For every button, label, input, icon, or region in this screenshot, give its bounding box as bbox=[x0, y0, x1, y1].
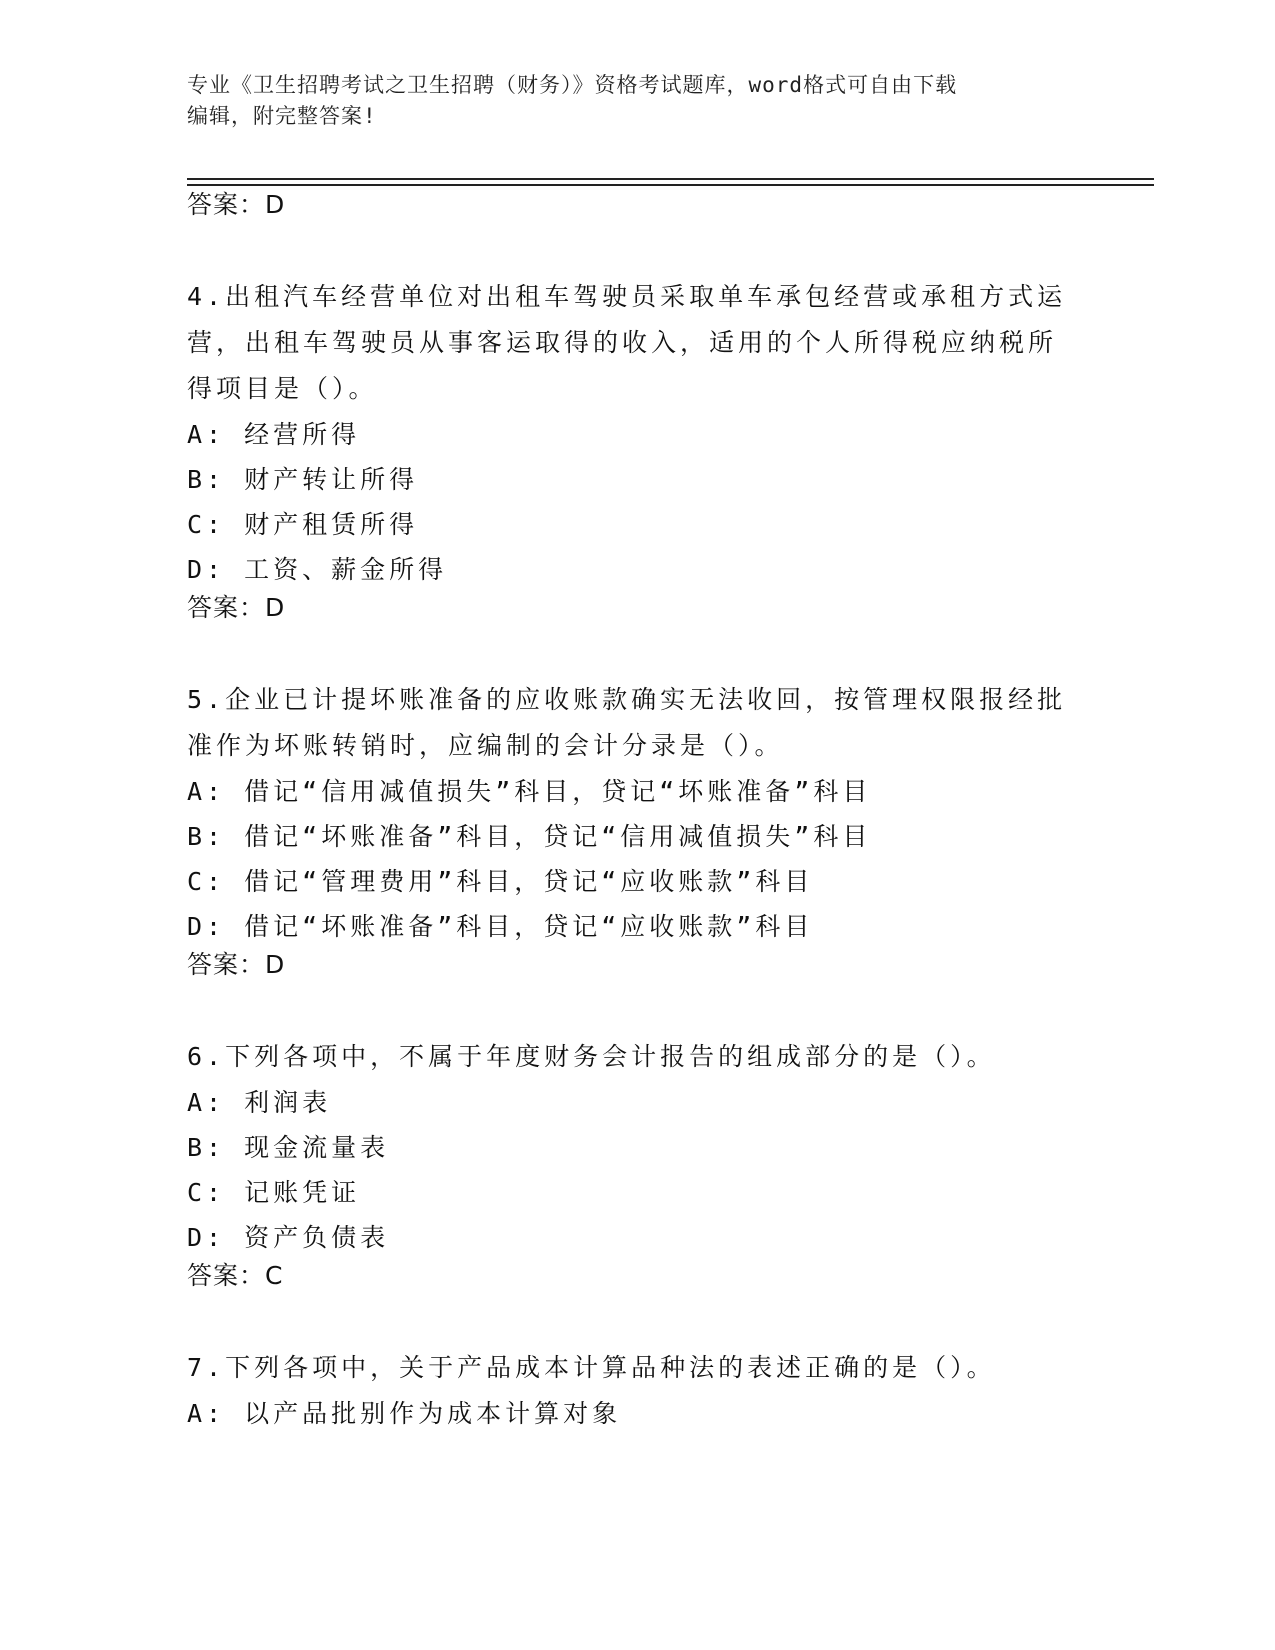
option-a: A: 经营所得 bbox=[187, 420, 361, 449]
answer-text: 答案：C bbox=[187, 1261, 284, 1290]
option-a: A: 以产品批别作为成本计算对象 bbox=[187, 1399, 622, 1428]
question-text: 5.企业已计提坏账准备的应收账款确实无法收回，按管理权限报经批准作为坏账转销时，应编制的会计分录是（）。 bbox=[187, 685, 1067, 760]
answer-text: 答案：D bbox=[187, 950, 286, 979]
option-c: C: 记账凭证 bbox=[187, 1178, 361, 1207]
option-b: B: 财产转让所得 bbox=[187, 465, 419, 494]
header-rule-top bbox=[187, 178, 1154, 180]
option-d: D: 借记“坏账准备”科目，贷记“应收账款”科目 bbox=[187, 912, 814, 941]
question-item bbox=[187, 1345, 1067, 1436]
document-body bbox=[187, 190, 1067, 1436]
answer-text: 答案：D bbox=[187, 190, 286, 219]
option-d: D: 工资、薪金所得 bbox=[187, 555, 448, 584]
document-header bbox=[187, 70, 1097, 132]
question-text: 4.出租汽车经营单位对出租车驾驶员采取单车承包经营或承租方式运营，出租车驾驶员从事客运取得的收入，适用的个人所得税应纳税所得项目是（）。 bbox=[187, 282, 1067, 403]
option-c: C: 借记“管理费用”科目，贷记“应收账款”科目 bbox=[187, 867, 814, 896]
option-b: B: 借记“坏账准备”科目，贷记“信用减值损失”科目 bbox=[187, 822, 872, 851]
question-text: 7.下列各项中，关于产品成本计算品种法的表述正确的是（）。 bbox=[187, 1353, 996, 1382]
option-a: A: 利润表 bbox=[187, 1088, 332, 1117]
option-a: A: 借记“信用减值损失”科目，贷记“坏账准备”科目 bbox=[187, 777, 872, 806]
question-item bbox=[187, 677, 1067, 980]
question-item bbox=[187, 274, 1067, 623]
header-line-1: 专业《卫生招聘考试之卫生招聘（财务）》资格考试题库，word格式可自由下载 bbox=[187, 73, 958, 97]
answer-text: 答案：D bbox=[187, 593, 286, 622]
question-text: 6.下列各项中，不属于年度财务会计报告的组成部分的是（）。 bbox=[187, 1042, 996, 1071]
header-line-2: 编辑，附完整答案! bbox=[187, 104, 377, 128]
header-rule-bottom bbox=[187, 184, 1154, 186]
option-b: B: 现金流量表 bbox=[187, 1133, 390, 1162]
option-c: C: 财产租赁所得 bbox=[187, 510, 419, 539]
question-item bbox=[187, 1034, 1067, 1291]
option-d: D: 资产负债表 bbox=[187, 1223, 390, 1252]
